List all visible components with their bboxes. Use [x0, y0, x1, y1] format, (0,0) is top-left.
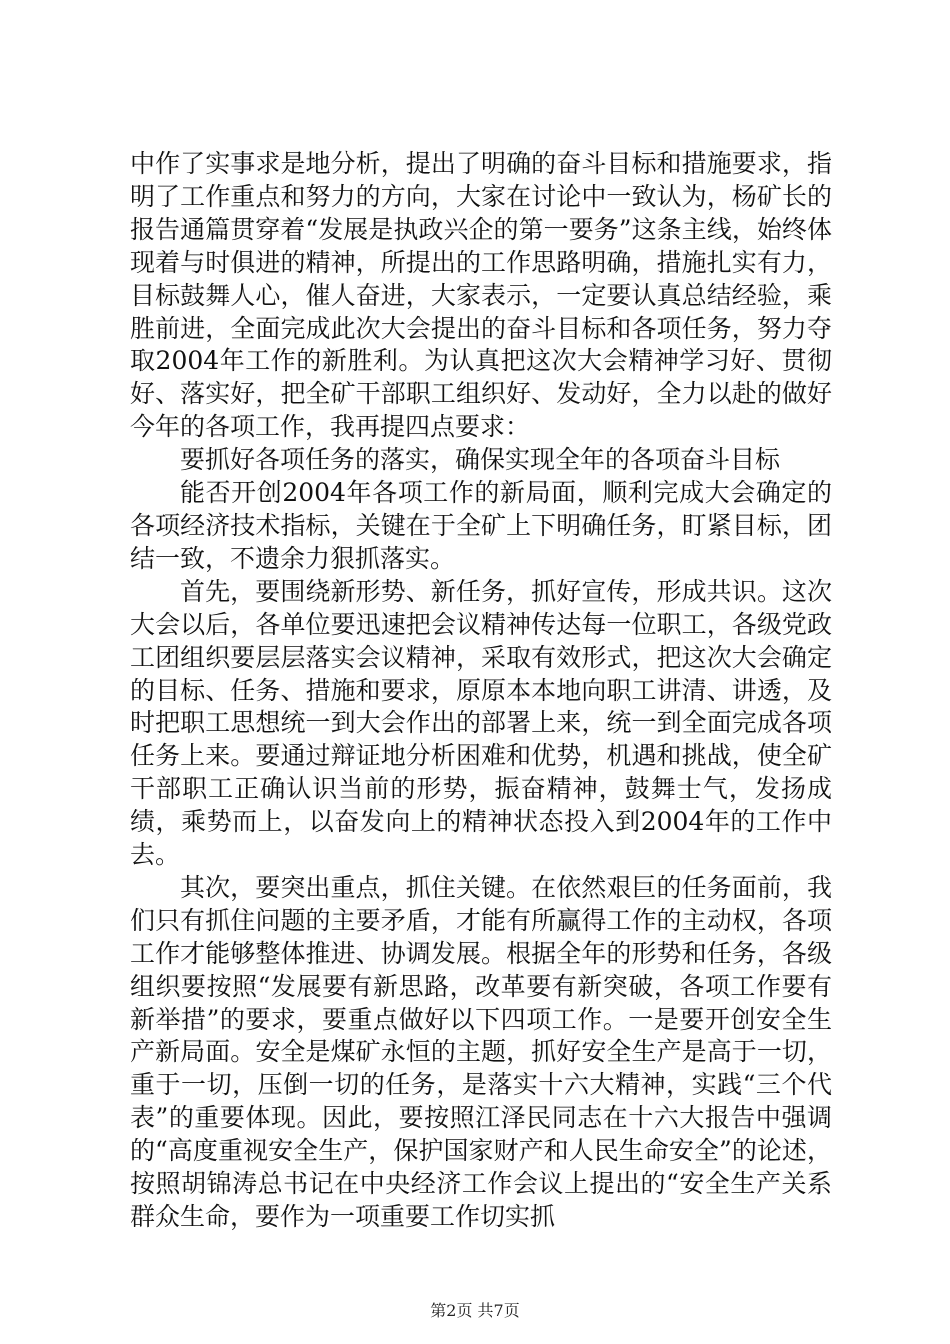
- page-footer: 第2页 共7页: [430, 1301, 520, 1320]
- paragraph: 其次，要突出重点，抓住关键。在依然艰巨的任务面前，我们只有抓住问题的主要矛盾，才能有所赢得工作的主动权，各项工作才能够整体推进、协调发展。根据全年的形势和任务，各级组织要按照“发展要有新思路，改革要有新突破，各项工作要有新举措”的要求，要重点做好以下四项工作。一是要开创安全生产新局面。安全是煤矿永恒的主题，抓好安全生产是高于一切，重于一切，压倒一切的任务，是落实十六大精神，实践“三个代表”的重要体现。因此，要按照江泽民同志在十六大报告中强调的“高度重视安全生产，保护国家财产和人民生命安全”的论述，按照胡锦涛总书记在中央经济工作会议上提出的“安全生产关系群众生命，要作为一项重要工作切实抓: [130, 872, 832, 1231]
- paragraph: 首先，要围绕新形势、新任务，抓好宣传，形成共识。这次大会以后，各单位要迅速把会议精神传达每一位职工，各级党政工团组织要层层落实会议精神，采取有效形式，把这次大会确定的目标、任务、措施和要求，原原本本地向职工讲清、讲透，及时把职工思想统一到大会作出的部署上来，统一到全面完成各项任务上来。要通过辩证地分析困难和优势，机遇和挑战，使全矿干部职工正确认识当前的形势，振奋精神，鼓舞士气，发扬成绩，乘势而上，以奋发向上的精神状态投入到2004年的工作中去。: [130, 576, 832, 870]
- paragraph-continued: 中作了实事求是地分析，提出了明确的奋斗目标和措施要求，指明了工作重点和努力的方向，大家在讨论中一致认为，杨矿长的报告通篇贯穿着“发展是执政兴企的第一要务”这条主线，始终体现着与时俱进的精神，所提出的工作思路明确，措施扎实有力，目标鼓舞人心，催人奋进，大家表示，一定要认真总结经验，乘胜前进，全面完成此次大会提出的奋斗目标和各项任务，努力夺取2004年工作的新胜利。为认真把这次大会精神学习好、贯彻好、落实好，把全矿干部职工组织好、发动好，全力以赴的做好今年的各项工作，我再提四点要求：: [130, 149, 832, 442]
- document-body: [130, 148, 832, 1234]
- paragraph: 能否开创2004年各项工作的新局面，顺利完成大会确定的各项经济技术指标，关键在于全矿上下明确任务，盯紧目标，团结一致，不遗余力狠抓落实。: [130, 478, 832, 573]
- section-heading: 要抓好各项任务的落实，确保实现全年的各项奋斗目标: [180, 445, 781, 475]
